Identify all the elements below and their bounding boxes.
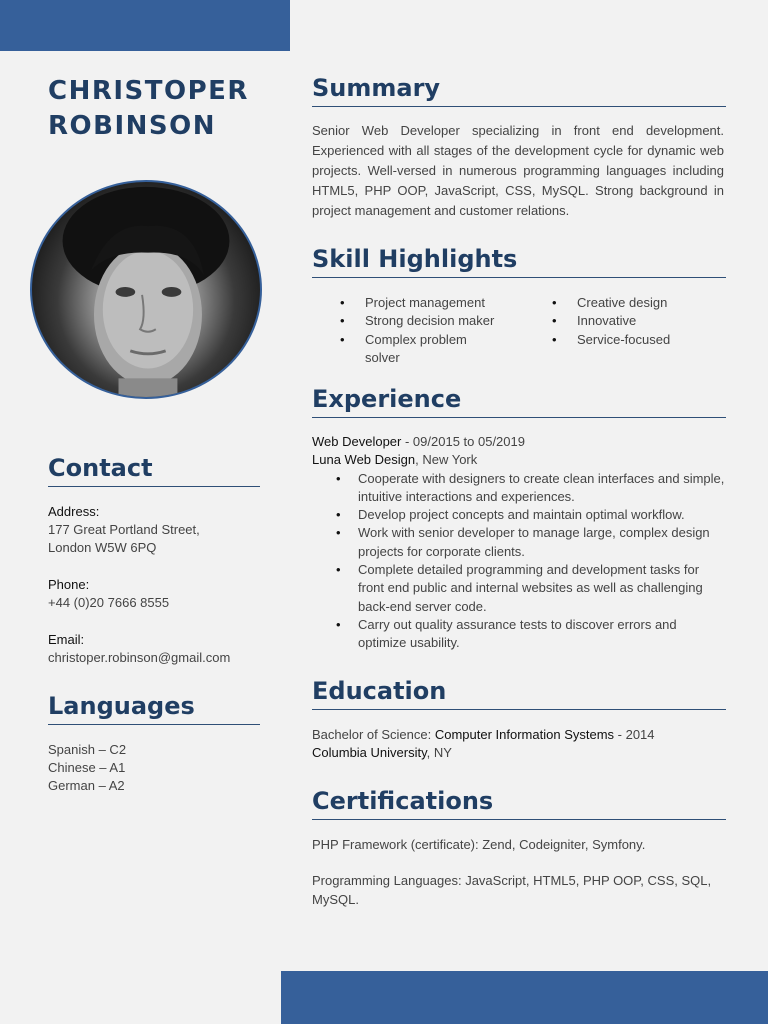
job-dates: - 09/2015 to 05/2019 — [401, 434, 525, 449]
address-line-2: London W5W 6PQ — [48, 540, 157, 555]
phone-label: Phone: — [48, 577, 90, 592]
skill-item: • Complex problem solver — [312, 331, 482, 368]
skill-item: • Project management — [312, 294, 522, 312]
skill-item: • Innovative — [524, 312, 670, 330]
company-location: , New York — [415, 452, 478, 468]
duty-item: • Develop project concepts and maintain optimal workflow. — [312, 506, 726, 524]
skill-item: • Strong decision maker — [312, 312, 522, 330]
job-title: Web Developer — [312, 434, 402, 449]
skills-column-1 — [312, 294, 524, 367]
degree-field: Computer Information Systems — [434, 727, 615, 742]
email-group — [48, 631, 273, 667]
profile-photo — [30, 180, 262, 399]
duty-item: • Work with senior developer to manage large, complex design projects for corporate clients. — [312, 524, 726, 561]
top-accent-bar — [0, 0, 290, 51]
job-duties — [312, 470, 726, 653]
skills-column-2 — [524, 294, 670, 367]
language-item: German – A2 — [48, 778, 125, 793]
first-name: CHRISTOPER — [48, 76, 249, 106]
skill-item: • Service-focused — [524, 331, 670, 349]
address-group — [48, 503, 273, 557]
experience-entry — [312, 433, 726, 653]
certifications-heading: Certifications — [312, 786, 726, 820]
languages-list — [48, 741, 126, 795]
company-line — [312, 451, 726, 469]
duty-item: • Cooperate with designers to create clean interfaces and simple, intuitive interactions and experiences. — [312, 470, 726, 507]
contact-heading: Contact — [48, 453, 260, 487]
duty-item: • Carry out quality assurance tests to discover errors and optimize usability. — [312, 616, 726, 653]
last-name: ROBINSON — [48, 111, 216, 141]
address-label: Address: — [48, 504, 100, 519]
candidate-name — [48, 74, 278, 144]
phone-group — [48, 576, 273, 612]
job-line — [312, 433, 726, 451]
school-location: , NY — [426, 745, 452, 761]
contact-details — [48, 503, 273, 686]
degree-line — [312, 726, 726, 744]
experience-heading: Experience — [312, 384, 726, 418]
portrait-illustration — [32, 182, 260, 397]
language-item: Spanish – C2 — [48, 742, 127, 757]
education-entry — [312, 726, 726, 763]
skills-list — [312, 294, 726, 367]
email-value: christoper.robinson@gmail.com — [48, 650, 231, 665]
company-name: Luna Web Design — [312, 452, 416, 468]
certification-item: PHP Framework (certificate): Zend, Codeigniter, Symfony. — [312, 837, 646, 852]
education-heading: Education — [312, 676, 726, 710]
certification-item: Programming Languages: JavaScript, HTML5, PHP OOP, CSS, SQL, MySQL. — [312, 873, 712, 907]
school-name: Columbia University — [312, 745, 427, 761]
degree-prefix: Bachelor of Science: — [312, 727, 435, 742]
skill-item: • Creative design — [524, 294, 670, 312]
language-item: Chinese – A1 — [48, 760, 126, 775]
certifications-list — [312, 836, 712, 927]
summary-heading: Summary — [312, 73, 726, 107]
skills-heading: Skill Highlights — [312, 244, 726, 278]
address-line-1: 177 Great Portland Street, — [48, 522, 200, 537]
languages-heading: Languages — [48, 691, 260, 725]
email-label: Email: — [48, 632, 85, 647]
school-line — [312, 744, 726, 762]
phone-value: +44 (0)20 7666 8555 — [48, 595, 170, 610]
bottom-accent-bar — [281, 971, 768, 1024]
duty-item: • Complete detailed programming and development tasks for front end public and internal websites as well as challenging back-end server code. — [312, 561, 726, 616]
degree-year: - 2014 — [614, 727, 655, 742]
summary-text: Senior Web Developer specializing in front end development. Experienced with all stages of the development cycle for dynamic web projects. Well-versed in numerous programming languages including HTML5, PHP OOP, JavaScript, CSS, MySQL. Strong background in project management and customer relations. — [312, 123, 724, 218]
